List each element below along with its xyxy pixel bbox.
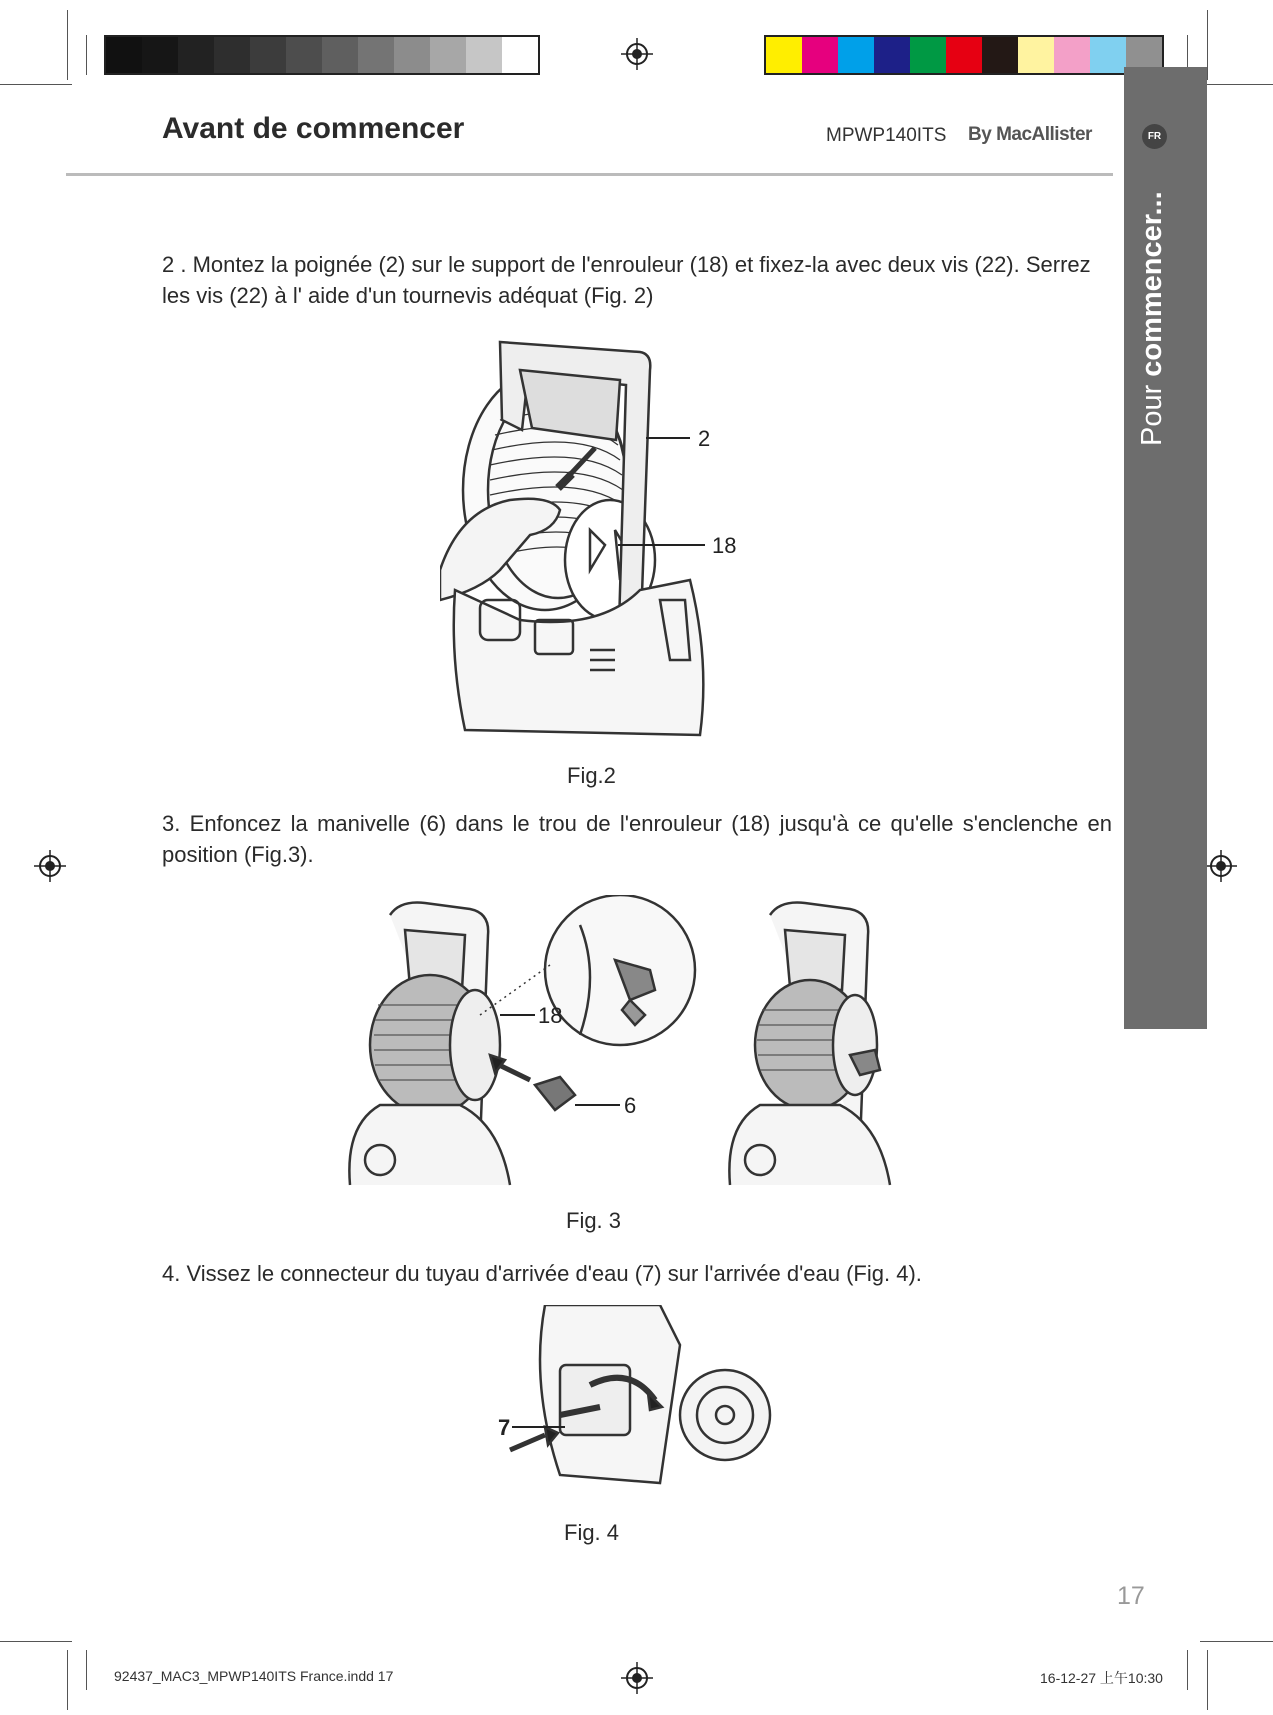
crop-mark <box>86 1650 87 1690</box>
side-tab-label <box>1127 0 1177 446</box>
gray-swatch <box>106 37 142 73</box>
fig2-callout-2: 2 <box>698 426 711 451</box>
footer-datestamp: 16-12-27 上午10:30 <box>1040 1670 1163 1686</box>
fig4-callout-7: 7 <box>498 1415 511 1440</box>
step-4-text: 4. Vissez le connecteur du tuyau d'arrivée d'eau (7) sur l'arrivée d'eau (Fig. 4). <box>162 1261 922 1286</box>
color-swatch <box>1018 37 1054 73</box>
figure-4-illustration <box>490 1305 780 1505</box>
figure-2-caption: Fig.2 <box>567 763 616 788</box>
crop-mark <box>1187 1650 1188 1690</box>
gray-swatch <box>178 37 214 73</box>
gray-swatch <box>394 37 430 73</box>
gray-swatch <box>430 37 466 73</box>
footer-filename: 92437_MAC3_MPWP140ITS France.indd 17 <box>114 1668 394 1684</box>
section-title: Avant de commencer <box>162 112 465 145</box>
gray-swatch <box>214 37 250 73</box>
crop-mark <box>67 10 68 80</box>
registration-mark-icon <box>621 38 653 70</box>
registration-mark-icon <box>621 1662 653 1694</box>
color-swatch <box>802 37 838 73</box>
fig3-callout-6: 6 <box>624 1093 637 1118</box>
crop-mark <box>67 1650 68 1710</box>
color-swatch <box>946 37 982 73</box>
fig3-callout-18: 18 <box>538 1003 563 1028</box>
crop-mark <box>86 35 87 75</box>
color-swatch <box>1090 37 1126 73</box>
fig2-callout-18: 18 <box>712 533 737 558</box>
gray-swatch <box>358 37 394 73</box>
color-swatch <box>766 37 802 73</box>
gray-swatch <box>142 37 178 73</box>
side-tab-label-regular: Pour <box>1135 384 1168 446</box>
figure-4-caption: Fig. 4 <box>564 1520 620 1545</box>
crop-mark <box>0 84 72 85</box>
page-number: 17 <box>1117 1582 1145 1610</box>
color-swatch <box>910 37 946 73</box>
process-color-bar <box>764 35 1164 75</box>
figure-2-illustration <box>440 330 780 750</box>
figure-3-caption: Fig. 3 <box>566 1208 622 1233</box>
step-2-text: 2 . Montez la poignée (2) sur le support de l'enrouleur (18) et fixez-la avec deux vis (22). Serrez les vis (22) à l' aide d'un tournevis adéquat (Fig. 2) <box>162 252 1091 308</box>
brand-name: By MacAllister <box>968 124 1092 145</box>
crop-mark <box>1207 10 1208 80</box>
side-tab-label-bold: commencer... <box>1135 191 1168 377</box>
language-badge: FR <box>1142 124 1167 149</box>
crop-mark <box>1207 1650 1208 1710</box>
crop-mark <box>1200 84 1273 85</box>
gray-swatch <box>502 37 538 73</box>
registration-mark-icon <box>1205 850 1237 882</box>
gray-swatch <box>286 37 322 73</box>
color-swatch <box>838 37 874 73</box>
grayscale-color-bar <box>104 35 540 75</box>
color-swatch <box>874 37 910 73</box>
model-number: MPWP140ITS <box>826 125 947 146</box>
crop-mark <box>1200 1641 1273 1642</box>
gray-swatch <box>322 37 358 73</box>
header-rule <box>66 173 1113 176</box>
step-3-text: 3. Enfoncez la manivelle (6) dans le trou de l'enrouleur (18) jusqu'à ce qu'elle s'enclenche en position (Fig.3). <box>162 811 1112 867</box>
gray-swatch <box>466 37 502 73</box>
color-swatch <box>982 37 1018 73</box>
crop-mark <box>0 1641 72 1642</box>
gray-swatch <box>250 37 286 73</box>
color-swatch <box>1054 37 1090 73</box>
figure-3-illustration <box>330 895 950 1205</box>
registration-mark-icon <box>34 850 66 882</box>
